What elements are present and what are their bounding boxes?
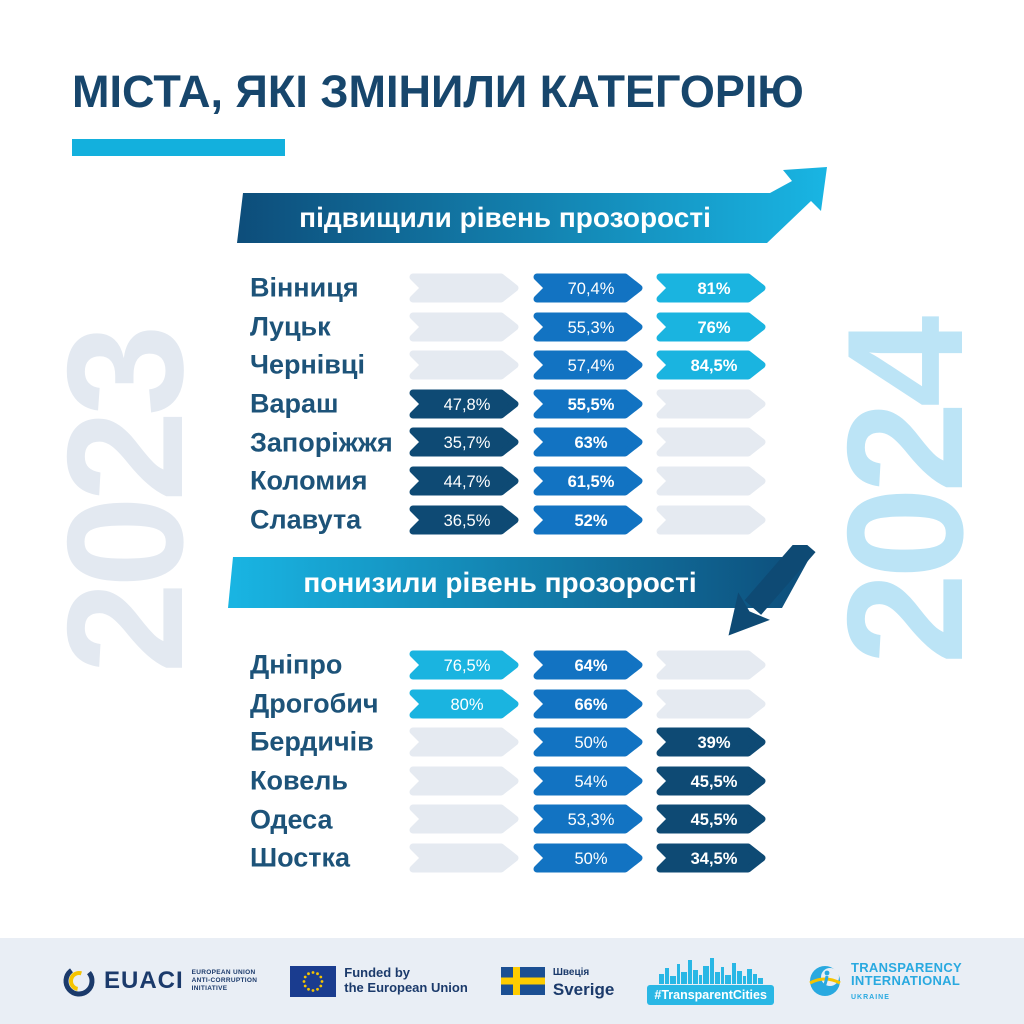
score-chevron	[406, 466, 519, 496]
ti-ukraine-logo	[807, 961, 962, 1002]
svg-text:45,5%: 45,5%	[690, 811, 738, 830]
svg-text:35,7%: 35,7%	[443, 434, 491, 453]
svg-text:50%: 50%	[574, 734, 608, 753]
city-label: Дніпро	[250, 649, 343, 680]
eu-funding-line1: Funded by	[344, 965, 410, 981]
city-row	[250, 462, 780, 501]
score-chevron	[653, 766, 766, 796]
city-row	[250, 646, 780, 685]
svg-text:61,5%: 61,5%	[567, 472, 615, 491]
euaci-emblem-icon	[62, 964, 96, 998]
city-label: Вараш	[250, 388, 339, 419]
empty-chevron	[653, 466, 766, 496]
euaci-logo	[62, 964, 257, 998]
euaci-subtext: EUROPEAN UNION ANTI-CORRUPTION INITIATIVE	[191, 968, 258, 993]
euaci-wordmark: EUACI	[104, 967, 184, 994]
score-chevron	[530, 727, 643, 757]
score-chevron	[530, 273, 643, 303]
score-chevron	[530, 427, 643, 457]
empty-chevron	[653, 689, 766, 719]
score-chevron	[406, 650, 519, 680]
city-row	[250, 501, 780, 540]
watermark-year-2024: 2024	[812, 321, 997, 665]
eu-funding-line2: the European Union	[344, 980, 468, 995]
empty-chevron	[406, 312, 519, 342]
score-chevron	[530, 389, 643, 419]
score-chevron	[653, 312, 766, 342]
score-chevron	[530, 766, 643, 796]
svg-text:66%: 66%	[574, 695, 608, 714]
city-label: Луцьк	[250, 311, 331, 342]
empty-chevron	[406, 273, 519, 303]
sweden-label-ua: Швеція	[552, 967, 590, 978]
svg-text:55,5%: 55,5%	[567, 395, 615, 414]
svg-text:80%: 80%	[450, 695, 484, 714]
city-row	[250, 346, 780, 385]
empty-chevron	[653, 650, 766, 680]
sweden-flag-icon	[501, 967, 545, 995]
empty-chevron	[406, 766, 519, 796]
svg-text:76,5%: 76,5%	[443, 657, 491, 675]
city-label: Ковель	[250, 765, 348, 796]
score-chevron	[406, 689, 519, 719]
city-row	[250, 800, 780, 839]
ti-line2: INTERNATIONAL	[851, 973, 961, 989]
transparent-cities-label: #TransparentCities	[647, 985, 774, 1005]
city-label: Шостка	[250, 842, 351, 873]
transparent-cities-logo	[647, 958, 774, 1005]
svg-text:64%: 64%	[574, 657, 608, 675]
city-label: Дрогобич	[250, 688, 379, 719]
score-chevron	[530, 505, 643, 535]
score-chevron	[530, 350, 643, 380]
score-chevron	[530, 804, 643, 834]
svg-text:55,3%: 55,3%	[567, 318, 615, 337]
rows-increased	[250, 269, 780, 539]
svg-text:34,5%: 34,5%	[690, 849, 738, 868]
rows-decreased	[250, 646, 780, 878]
score-chevron	[530, 650, 643, 680]
svg-text:53,3%: 53,3%	[567, 811, 615, 830]
city-label: Одеса	[250, 804, 333, 835]
city-row	[250, 685, 780, 724]
svg-text:70,4%: 70,4%	[567, 280, 615, 298]
eu-funding-logo	[290, 966, 468, 997]
score-chevron	[653, 843, 766, 873]
city-row	[250, 385, 780, 424]
empty-chevron	[406, 727, 519, 757]
city-row	[250, 762, 780, 801]
page-title: МІСТА, ЯКІ ЗМІНИЛИ КАТЕГОРІЮ	[72, 66, 804, 117]
banner-increased	[230, 160, 830, 250]
ti-line1: TRANSPARENCY	[851, 959, 962, 975]
city-row	[250, 723, 780, 762]
score-chevron	[530, 312, 643, 342]
score-chevron	[530, 843, 643, 873]
svg-text:81%: 81%	[697, 280, 731, 298]
city-label: Вінниця	[250, 272, 359, 303]
score-chevron	[406, 389, 519, 419]
empty-chevron	[406, 804, 519, 834]
score-chevron	[653, 350, 766, 380]
score-chevron	[530, 689, 643, 719]
watermark-year-2023: 2023	[32, 330, 217, 674]
score-chevron	[530, 466, 643, 496]
city-label: Запоріжжя	[250, 427, 393, 458]
svg-text:50%: 50%	[574, 849, 608, 868]
empty-chevron	[653, 427, 766, 457]
banner-decreased	[225, 545, 825, 655]
city-label: Славута	[250, 504, 362, 535]
score-chevron	[653, 273, 766, 303]
ti-globe-icon	[807, 963, 843, 999]
svg-text:52%: 52%	[574, 511, 608, 530]
sweden-logo	[501, 962, 614, 1000]
eu-flag-icon	[290, 966, 336, 997]
banner-decreased-label: понизили рівень прозорості	[303, 566, 697, 598]
score-chevron	[406, 505, 519, 535]
score-chevron	[406, 427, 519, 457]
empty-chevron	[653, 505, 766, 535]
city-label: Чернівці	[250, 349, 365, 380]
svg-text:76%: 76%	[697, 318, 731, 337]
city-skyline-icon	[659, 958, 763, 984]
svg-text:57,4%: 57,4%	[567, 357, 615, 376]
city-label: Коломия	[250, 465, 368, 496]
empty-chevron	[653, 389, 766, 419]
score-chevron	[653, 727, 766, 757]
city-row	[250, 308, 780, 347]
banner-increased-label: підвищили рівень прозорості	[299, 202, 711, 233]
empty-chevron	[406, 350, 519, 380]
empty-chevron	[406, 843, 519, 873]
city-row	[250, 839, 780, 878]
svg-text:54%: 54%	[574, 772, 608, 791]
svg-text:39%: 39%	[697, 734, 731, 753]
svg-text:36,5%: 36,5%	[443, 511, 491, 530]
sweden-label-sv: Sverige	[552, 980, 615, 999]
footer-partner-bar	[0, 938, 1024, 1024]
svg-text:84,5%: 84,5%	[690, 357, 738, 376]
svg-text:47,8%: 47,8%	[443, 395, 491, 414]
svg-text:63%: 63%	[574, 434, 608, 453]
city-row	[250, 269, 780, 308]
score-chevron	[653, 804, 766, 834]
title-underline	[72, 139, 285, 156]
svg-text:45,5%: 45,5%	[690, 772, 738, 791]
svg-text:44,7%: 44,7%	[443, 472, 491, 491]
ti-line3: UKRAINE	[851, 993, 890, 1001]
city-label: Бердичів	[250, 726, 374, 757]
city-row	[250, 423, 780, 462]
